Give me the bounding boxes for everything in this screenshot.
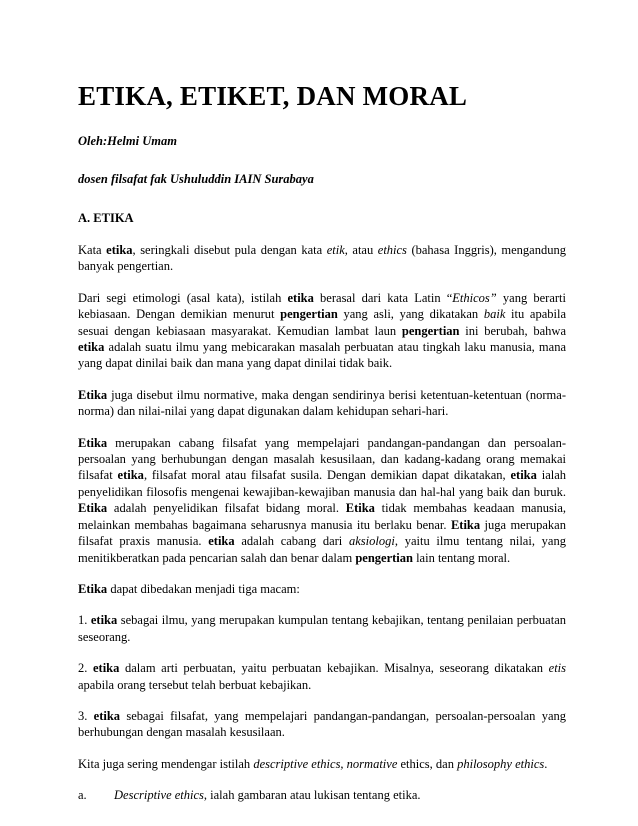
emphasis-bold: pengertian — [355, 550, 413, 565]
emphasis-bold: etika — [78, 340, 105, 355]
emphasis-bold: etika — [106, 243, 133, 257]
text-run: , seringkali disebut pula dengan kata — [132, 243, 327, 257]
emphasis-bold: etika — [208, 534, 235, 549]
text-run: 2. — [78, 661, 93, 676]
text-run: adalah cabang dari — [234, 534, 349, 549]
emphasis-bold: Etika — [450, 517, 481, 532]
text-run: , yaitu ilmu tentang nilai, yang menitikberatkan pada pencarian salah dan benar dalam — [78, 534, 566, 565]
text-run: , atau — [344, 243, 378, 257]
emphasis-bold: Etika — [78, 435, 108, 450]
author-line: Oleh:Helmi Umam — [78, 134, 177, 148]
emphasis-bold: pengertian — [401, 323, 460, 338]
text-run: 1. — [78, 613, 91, 628]
text-run: sebagai filsafat, yang mempelajari pandangan-pandangan, persoalan-persoalan yang berhubungan dengan masalah kesusilaan. — [78, 708, 567, 740]
text-run: merupakan cabang filsafat yang mempelajari pandangan-pandangan dan persoalan-persoalan yang berhubungan dengan masalah kesusilaan, dan kadang-kadang orang memakai filsafat — [78, 435, 566, 483]
text-run: . — [544, 756, 548, 771]
emphasis-italic: descriptive ethics, normative — [253, 756, 398, 771]
list-term: Descriptive ethics — [114, 788, 204, 803]
text-run: tidak membahas keadaan manusia, melainkan membahas bagaimana seharusnya manusia itu berlaku benar. — [78, 501, 566, 532]
text-run: Kata — [78, 243, 107, 257]
text-run: sebagai ilmu, yang merupakan kumpulan tentang kebajikan, tentang penilaian perbuatan seseorang. — [78, 613, 566, 644]
emphasis-bold: etika — [93, 661, 120, 676]
text-run: juga merupakan filsafat praxis manusia. — [78, 517, 566, 549]
paragraph — [78, 581, 566, 597]
emphasis-italic: aksiologi — [349, 534, 395, 549]
text-run: juga disebut ilmu normative, maka dengan sendirinya berisi ketentuan-ketentuan (norma-norma) dan nilai-nilai yang dapat digunakan dalam kehidupan sehari-hari. — [78, 387, 566, 419]
emphasis-bold: pengertian — [280, 307, 338, 322]
text-run: dalam arti perbuatan, yaitu perbuatan kebajikan. Misalnya, seseorang dikatakan — [119, 661, 549, 676]
emphasis-bold: etika — [510, 468, 537, 483]
text-run: Dari segi etimologi (asal kata), istilah — [78, 290, 288, 305]
paragraph — [78, 290, 566, 372]
text-run: ini berubah, bahwa — [459, 323, 566, 338]
emphasis-bold: Etika — [345, 501, 375, 516]
emphasis-italic: philosophy ethics — [457, 756, 545, 771]
text-run: ialah penyelidikan filosofis mengenai kewajiban-kewajiban manusia dan hal-hal yang baik dan buruk. — [78, 468, 567, 499]
text-run: apabila orang tersebut telah berbuat kebajikan. — [78, 677, 312, 692]
emphasis-italic: etis — [548, 661, 567, 676]
document-title: ETIKA, ETIKET, DAN MORAL — [78, 81, 468, 111]
numbered-item — [78, 612, 566, 645]
emphasis-bold: etika — [90, 613, 118, 628]
text-run: itu apabila sesuai dengan kebiasaan masyarakat. Kemudian lambat laun — [78, 307, 567, 338]
list-marker: a. — [78, 788, 87, 803]
text-run: 3. — [78, 708, 94, 723]
emphasis-bold: Etika — [78, 501, 108, 516]
section-heading: A. ETIKA — [78, 211, 134, 225]
text-run: lain tentang moral. — [412, 550, 511, 565]
paragraph — [78, 387, 566, 420]
text-run: berasal dari kata Latin “ — [313, 290, 453, 305]
emphasis-italic: ethics — [377, 243, 407, 257]
numbered-item — [78, 708, 566, 741]
numbered-item — [78, 660, 566, 693]
emphasis-bold: etika — [117, 468, 144, 483]
text-run: dapat dibedakan menjadi tiga macam: — [107, 581, 300, 596]
document-content — [78, 80, 566, 804]
emphasis-italic: baik — [483, 307, 506, 322]
text-run: Kita juga sering mendengar istilah — [78, 756, 254, 771]
text-run: , filsafat moral atau filsafat susila. Dengan demikian dapat dikatakan, — [143, 468, 511, 483]
emphasis-bold: Etika — [78, 581, 108, 596]
affiliation-line: dosen filsafat fak Ushuluddin IAIN Surabaya — [78, 172, 314, 186]
text-run: adalah suatu ilmu yang mebicarakan masalah perbuatan atau tingkah laku manusia, mana yang dapat dinilai baik dan mana yang dapat dinilai tidak baik. — [78, 340, 566, 371]
text-run: ethics, dan — [397, 756, 458, 771]
emphasis-italic: Ethicos” — [452, 290, 497, 305]
text-run: yang asli, yang dikatakan — [337, 307, 484, 322]
paragraph — [78, 756, 566, 772]
paragraph — [78, 435, 566, 566]
list-text: , ialah gambaran atau lukisan tentang etika. — [203, 788, 421, 803]
emphasis-bold: etika — [287, 290, 314, 305]
emphasis-bold: Etika — [78, 387, 108, 402]
emphasis-bold: etika — [93, 708, 121, 723]
paragraph — [78, 242, 566, 275]
text-run: yang berarti kebiasaan. Dengan demikian menurut — [78, 290, 566, 322]
lettered-item — [78, 787, 566, 803]
text-run: (bahasa Inggris), mengandung banyak pengertian. — [78, 243, 566, 274]
emphasis-italic: etik — [326, 243, 345, 257]
text-run: adalah penyelidikan filsafat bidang moral. — [107, 501, 346, 516]
